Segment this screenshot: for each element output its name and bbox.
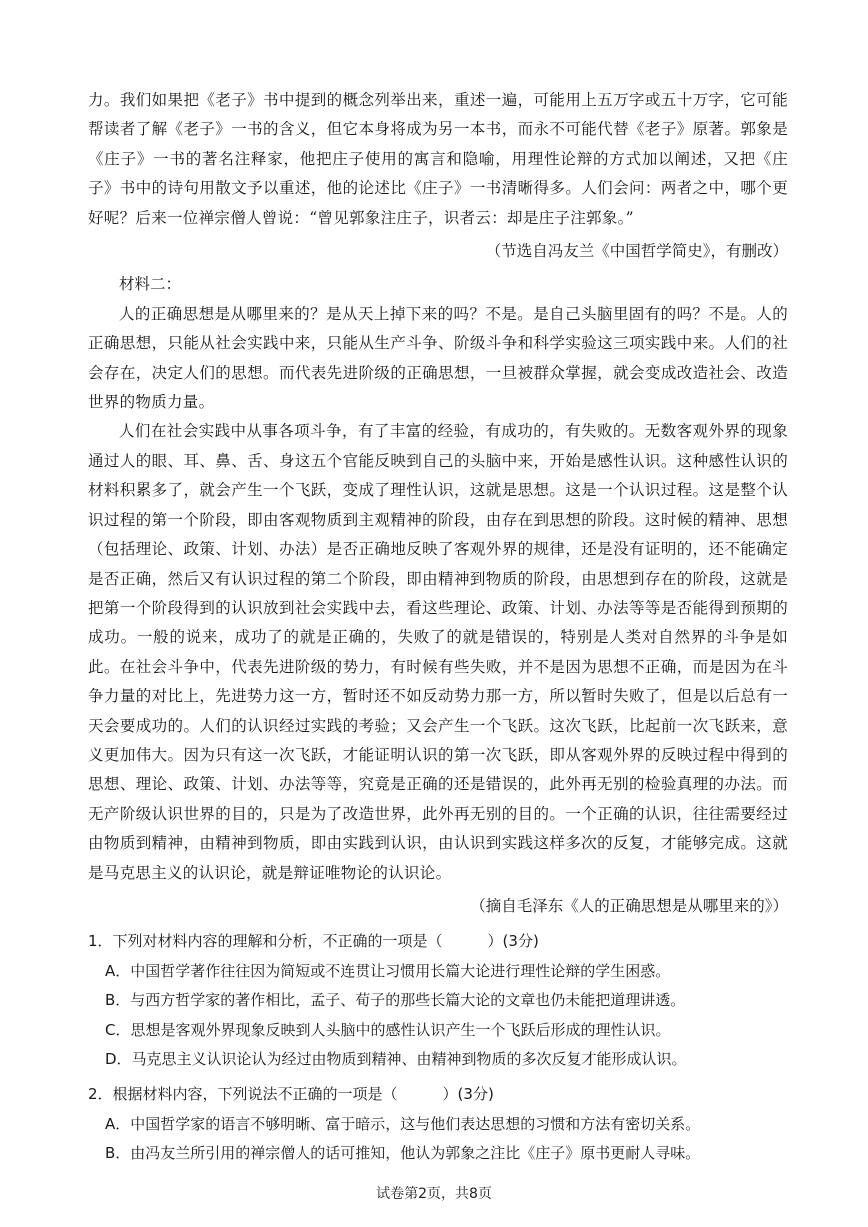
material1-tail-paragraph: 力。我们如果把《老子》书中提到的概念列举出来，重述一遍，可能用上五万字或五十万字，它可能帮读者了解《老子》一书的含义，但它本身将成为另一本书，而永不可能代替《老子》原著。郭象是《庄子》一书的著名注释家，他把庄子使用的寓言和隐喻，用理性论辩的方式加以阐述，又把《庄子》书中的诗句用散文予以重述，他的论述比《庄子》一书清晰得多。人们会问：两者之中，哪个更好呢？后来一位禅宗僧人曾说：“曾见郭象注庄子，识者云：却是庄子注郭象。” <box>88 91 788 227</box>
exam-page <box>88 86 788 1169</box>
question-1-option-c[interactable]: C．思想是客观外界现象反映到人头脑中的感性认识产生一个飞跃后形成的理性认识。 <box>105 1020 671 1039</box>
question-1-option-a[interactable]: A．中国哲学著作往往因为简短或不连贯让习惯用长篇大论进行理性论辩的学生困惑。 <box>105 961 671 980</box>
page-footer: 试卷第2页，共8页 <box>376 1186 492 1202</box>
question-1-option-d[interactable]: D．马克思主义认识论认为经过由物质到精神、由精神到物质的多次反复才能形成认识。 <box>105 1050 687 1068</box>
material2-label: 材料二： <box>119 275 182 294</box>
material2-paragraph-1: 人的正确思想是从哪里来的？是从天上掉下来的吗？不是。是自己头脑里固有的吗？不是。人的正确思想，只能从社会实践中来，只能从生产斗争、阶级斗争和科学实验这三项实践中来。人们的社会存在，决定人们的思想。而代表先进阶级的正确思想，一旦被群众掌握，就会变成改造社会、改造世界的物质力量。 <box>88 304 788 412</box>
question-1-option-b[interactable]: B．与西方哲学家的著作相比，孟子、荀子的那些长篇大论的文章也仍未能把道理讲透。 <box>105 991 686 1010</box>
question-2-stem: 2．根据材料内容，下列说法不正确的一项是（ ）(3分) <box>88 1085 494 1104</box>
question-1 <box>88 927 788 1074</box>
material2-paragraph-2: 人们在社会实践中从事各项斗争，有了丰富的经验，有成功的，有失败的。无数客观外界的现象通过人的眼、耳、鼻、舌、身这五个官能反映到自己的头脑中来，开始是感性认识。这种感性认识的材料积累多了，就会产生一个飞跃，变成了理性认识，这就是思想。这是一个认识过程。这是整个认识过程的第一个阶段，即由客观物质到主观精神的阶段，由存在到思想的阶段。这时候的精神、思想（包括理论、政策、计划、办法）是否正确地反映了客观外界的规律，还是没有证明的，还不能确定是否正确，然后又有认识过程的第二个阶段，即由精神到物质的阶段，由思想到存在的阶段，这就是把第一个阶段得到的认识放到社会实践中去，看这些理论、政策、计划、办法等等是否能得到预期的成功。一般的说来，成功了的就是正确的，失败了的就是错误的，特别是人类对自然界的斗争是如此。在社会斗争中，代表先进阶级的势力，有时候有些失败，并不是因为思想不正确，而是因为在斗争力量的对比上，先进势力这一方，暂时还不如反动势力那一方，所以暂时失败了，但是以后总有一天会要成功的。人们的认识经过实践的考验；又会产生一个飞跃。这次飞跃，比起前一次飞跃来，意义更加伟大。因为只有这一次飞跃，才能证明认识的第一次飞跃，即从客观外界的反映过程中得到的思想、理论、政策、计划、办法等等，究竟是正确的还是错误的，此外再无别的检验真理的办法。而无产阶级认识世界的目的，只是为了改造世界，此外再无别的目的。一个正确的认识，往往需要经过由物质到精神，由精神到物质，即由实践到认识，由认识到实践这样多次的反复，才能够完成。这就是马克思主义的认识论，就是辩证唯物论的认识论。 <box>88 422 788 882</box>
question-2-option-b[interactable]: B．由冯友兰所引用的禅宗僧人的话可推知，他认为郭象之注比《庄子》原书更耐人寻味。 <box>105 1144 701 1163</box>
question-1-stem: 1．下列对材料内容的理解和分析，不正确的一项是（ ）(3分) <box>88 932 539 951</box>
material2-source: （摘自毛泽东《人的正确思想是从哪里来的》） <box>470 896 788 915</box>
question-2 <box>88 1080 788 1168</box>
question-2-option-a[interactable]: A．中国哲学家的语言不够明晰、富于暗示，这与他们表达思想的习惯和方法有密切关系。 <box>105 1114 701 1133</box>
material1-source: （节选自冯友兰《中国哲学简史》，有删改） <box>485 242 788 261</box>
